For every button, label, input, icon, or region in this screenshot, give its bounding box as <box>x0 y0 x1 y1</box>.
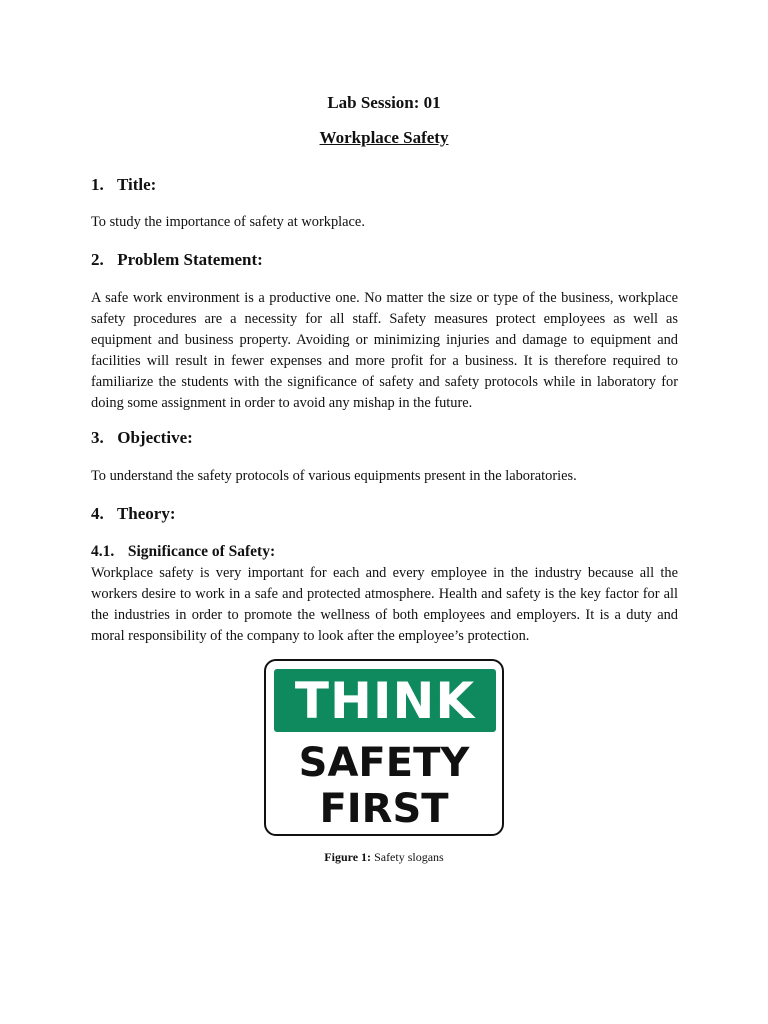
subsection-4-1-number: 4.1. <box>91 543 115 560</box>
document-title: Workplace Safety <box>319 128 449 147</box>
significance-text: Workplace safety is very important for each and every employee in the industry because all the workers desire to work in a safe and protected atmosphere. Health and safety is the key factor for all the industries in order to promote the wellness of both employees and employers. It is a duty and moral responsibility of the company to look after the employee’s protection. <box>91 565 678 644</box>
figure-caption <box>0 850 768 865</box>
section-4-heading <box>91 504 176 524</box>
section-1-text: To study the importance of safety at workplace. <box>91 214 365 230</box>
section-3-title: Objective: <box>117 428 193 447</box>
objective-text: To understand the safety protocols of various equipments present in the laboratories. <box>91 468 577 484</box>
section-2-title: Problem Statement: <box>117 250 263 269</box>
sign-first-text: FIRST <box>319 786 449 832</box>
sign-green-band <box>274 669 496 732</box>
think-safety-first-sign <box>264 659 504 836</box>
subsection-4-1-title: Significance of Safety: <box>127 543 276 560</box>
section-4-title: Theory: <box>116 504 176 523</box>
lab-session-label: Lab Session: 01 <box>327 93 441 112</box>
section-1-number: 1. <box>91 175 104 194</box>
figure-caption-text: Safety slogans <box>374 850 444 864</box>
subsection-4-1-heading <box>91 543 275 561</box>
section-3-heading <box>91 428 193 448</box>
sign-think-text: THINK <box>294 671 476 730</box>
section-3-number: 3. <box>91 428 104 447</box>
figure-caption-label: Figure 1: <box>324 850 372 864</box>
section-2-heading <box>91 250 263 270</box>
problem-statement-text: A safe work environment is a productive one. No matter the size or type of the business, workplace safety procedures are a necessity for all staff. Safety measures protect employees as well as equipment and business property. Avoiding or minimizing injuries and damage to equipment and facilities will result in fewer expenses and more profit for a business. It is therefore required to familiarize the students with the significance of safety and safety protocols while in laboratory for doing some assignment in order to avoid any mishap in the future. <box>91 290 678 411</box>
section-2-number: 2. <box>91 250 104 269</box>
section-1-heading <box>91 175 156 195</box>
section-1-title: Title: <box>116 175 157 194</box>
section-4-number: 4. <box>91 504 104 523</box>
sign-safety-text: SAFETY <box>298 740 470 786</box>
